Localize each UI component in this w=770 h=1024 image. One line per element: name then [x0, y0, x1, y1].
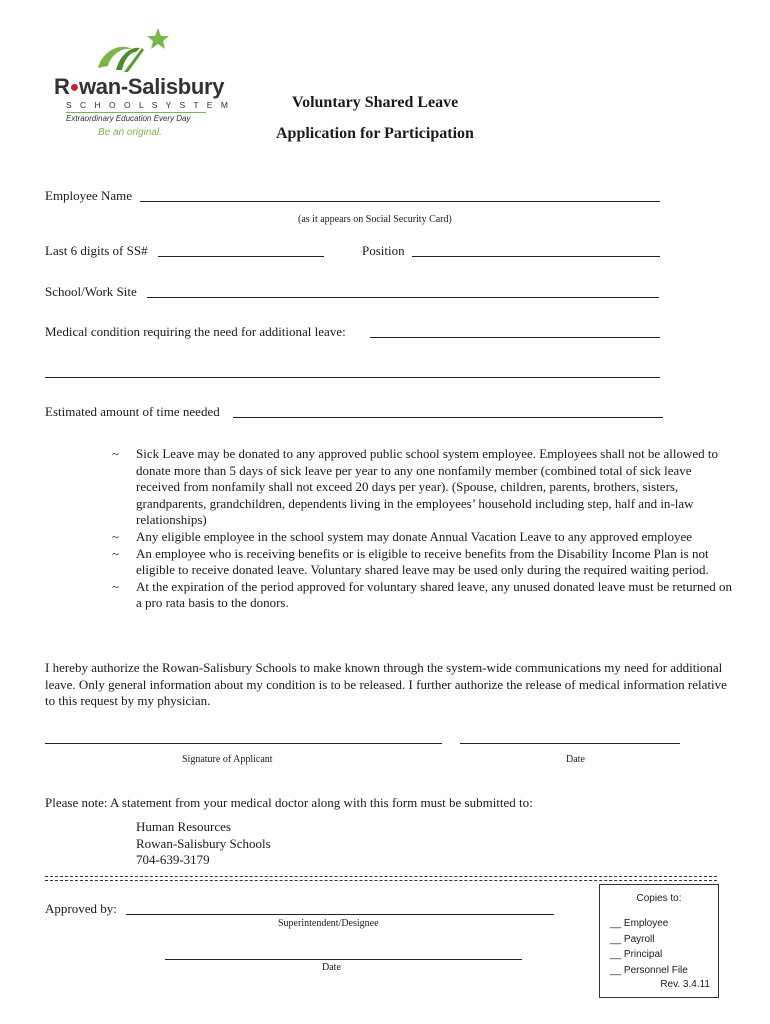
school-field[interactable]	[147, 297, 659, 298]
medical-label: Medical condition requiring the need for additional leave:	[45, 324, 346, 339]
signature-field[interactable]	[45, 743, 442, 744]
policy-list	[112, 446, 732, 612]
ss-label: Last 6 digits of SS#	[45, 243, 148, 258]
ss-field[interactable]	[158, 256, 324, 257]
logo-slogan: Be an original.	[98, 127, 162, 138]
submission-note: Please note: A statement from your medical doctor along with this form must be submitted to:	[45, 795, 533, 810]
logo-tagline: Extraordinary Education Every Day	[66, 114, 191, 123]
approved-by-label: Approved by:	[45, 901, 117, 916]
time-label: Estimated amount of time needed	[45, 404, 220, 419]
authorization-text: I hereby authorize the Rowan-Salisbury Schools to make known through the system-wide communications my need for additional leave. Only general information about my condition is to be released. I further authorize the release of medical information relative to this request by my physician.	[45, 660, 727, 709]
list-item: ~ Any eligible employee in the school system may donate Annual Vacation Leave to any approved employee	[112, 528, 693, 544]
signature-date-label: Date	[566, 754, 585, 765]
address-line: 704-639-3179	[136, 852, 210, 868]
address-line: Rowan-Salisbury Schools	[136, 835, 271, 851]
copies-header: Copies to:	[636, 893, 682, 904]
approver-role-label: Superintendent/Designee	[278, 918, 379, 929]
separator	[45, 876, 717, 881]
employee-name-field[interactable]	[140, 201, 660, 202]
signature-label: Signature of Applicant	[182, 754, 273, 765]
logo-name-part2: wan-Salisbury	[78, 74, 225, 99]
employee-name-note: (as it appears on Social Security Card)	[298, 214, 452, 225]
approval-date-field[interactable]	[165, 959, 522, 960]
approved-by-field[interactable]	[126, 914, 554, 915]
copies-item-personnel-file[interactable]: __ Personnel File	[610, 964, 688, 976]
list-item: ~ An employee who is receiving benefits or is eligible to receive benefits from the Disability Income Plan is not eligible to receive donated leave. Voluntary shared leave may be used only during the required waiting period.	[112, 545, 709, 578]
copies-box	[599, 884, 719, 998]
copies-item-principal[interactable]: __ Principal	[610, 949, 663, 960]
logo-system: S C H O O L S Y S T E M	[66, 100, 231, 110]
revision-label: Rev. 3.4.11	[660, 979, 710, 990]
school-label: School/Work Site	[45, 284, 137, 299]
approval-date-label: Date	[322, 962, 341, 973]
time-field[interactable]	[233, 417, 663, 418]
position-field[interactable]	[412, 256, 660, 257]
copies-item-payroll[interactable]: __ Payroll	[610, 933, 655, 945]
copies-item-employee[interactable]: __ Employee	[610, 918, 669, 929]
list-item: ~ At the expiration of the period approved for voluntary shared leave, any unused donated leave must be returned on a pro rata basis to the donors.	[112, 578, 732, 611]
list-item: ~ Sick Leave may be donated to any approved public school system employee. Employees shall not be allowed to donate more than 5 days of sick leave per year to any one nonfamily member (combined total of sick leave received from nonfamily shall not exceed 20 days per year). (Spouse, children, parents, brothers, sisters, grandparents, grandchildren, dependents living in the employees’ household including step, half and in-law relationships)	[112, 446, 718, 528]
form-title: Voluntary Shared Leave	[292, 94, 459, 111]
position-label: Position	[362, 243, 405, 258]
medical-field-line2[interactable]	[45, 377, 660, 378]
address-line: Human Resources	[136, 819, 231, 834]
hr-address	[136, 819, 271, 869]
logo-name-part1: R	[54, 74, 70, 99]
rss-logo: R●wan-Salisbury S C H O O L S Y S T E M Extraordinary Education Every Day Be an original.	[48, 24, 218, 144]
medical-field[interactable]	[370, 337, 660, 338]
form-subtitle: Application for Participation	[276, 125, 474, 142]
signature-date-field[interactable]	[460, 743, 680, 744]
employee-name-label: Employee Name	[45, 188, 132, 203]
